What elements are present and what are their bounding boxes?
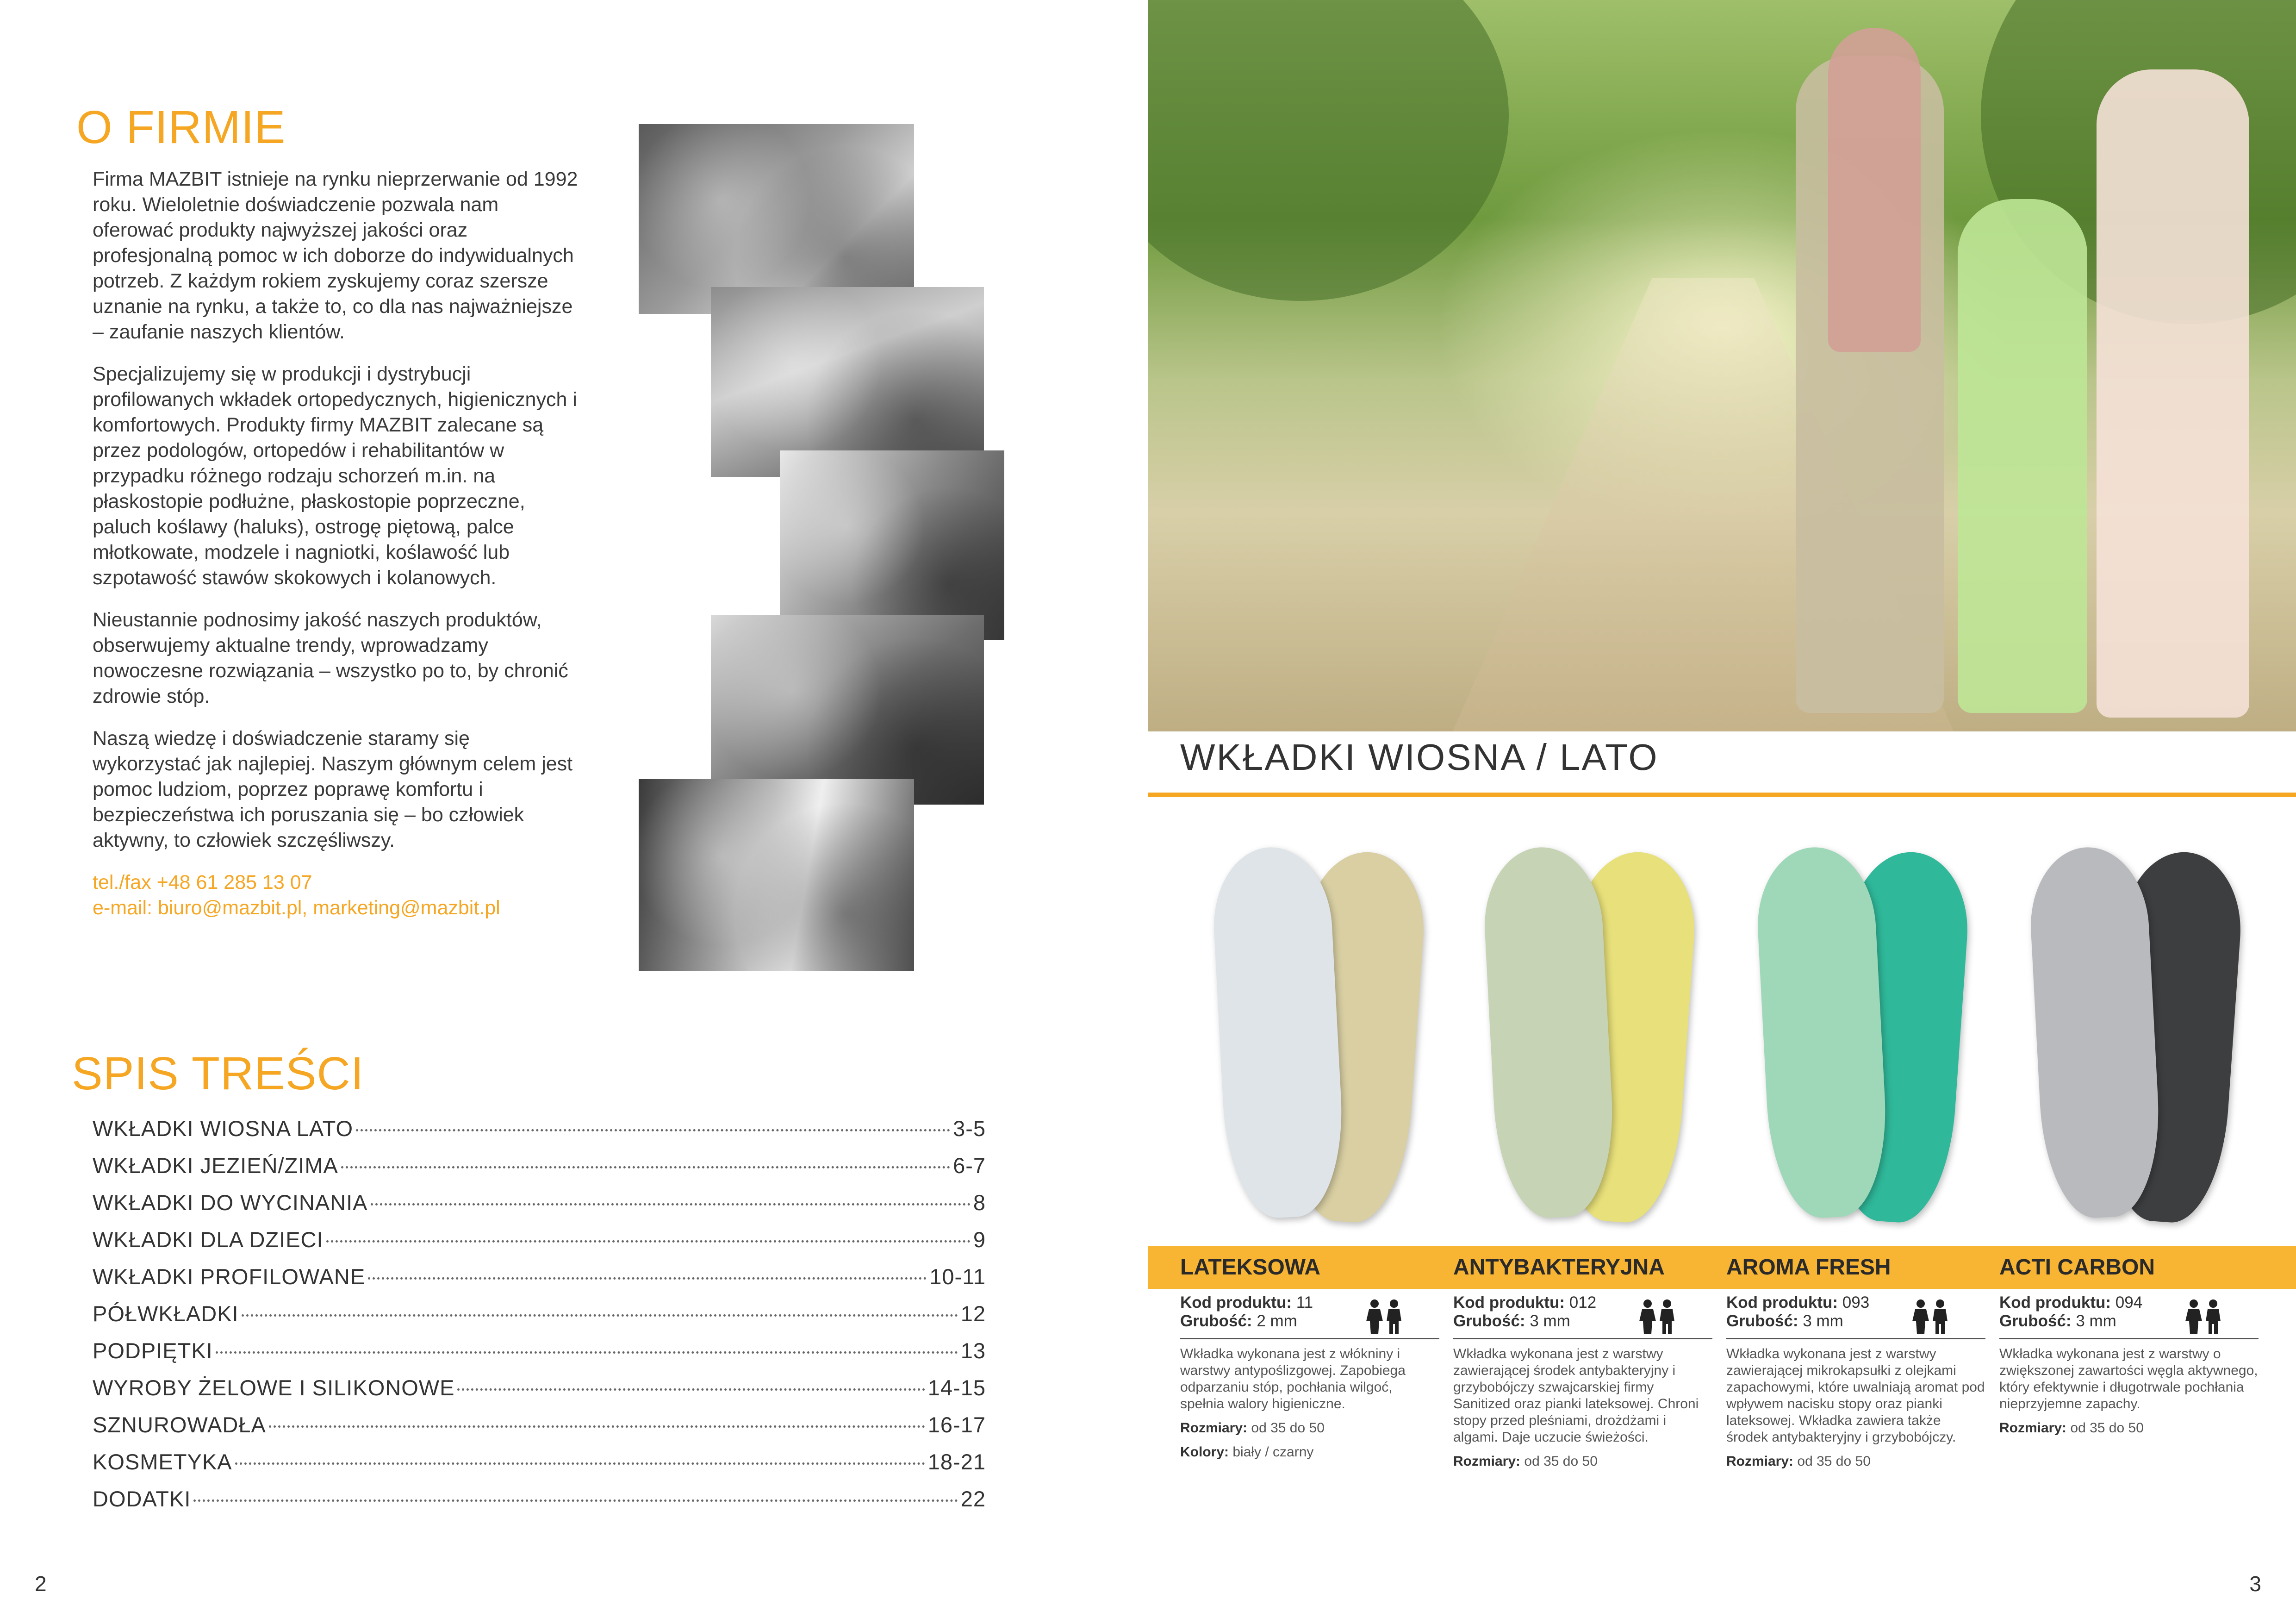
toc-item-page: 8 [973,1190,986,1215]
toc-item-label: WKŁADKI DLA DZIECI [93,1227,324,1252]
about-paragraph: Firma MAZBIT istnieje na rynku nieprzerwanie od 1992 roku. Wieloletnie doświadczenie pozwala nam oferować produkty najwyższej jakości oraz profesjonalną pomoc w ich doborze do indywidualnych potrzeb. Z każdym rokiem zyskujemy coraz szersze uznanie na rynku, a także to, co dla nas najważniejsze – zaufanie naszych klientów. [93,168,578,343]
sizes-label: Rozmiary: [1726,1454,1794,1469]
section-title: WKŁADKI WIOSNA / LATO [1180,737,1659,778]
toc-leader-dots [326,1240,971,1243]
product-sizes: od 35 do 50 [1797,1454,1871,1469]
insole-front [1210,844,1347,1220]
description-text: Wkładka wykonana jest z włókniny i warstwy antypoślizgowej. Zapobiega odparzaniu stóp, pochłania wilgoć, spełnia walory higieniczne. [1180,1346,1406,1412]
toc-item[interactable] [93,1116,986,1153]
product-card [1180,1246,1439,1468]
toc-item-label: WKŁADKI PROFILOWANE [93,1264,366,1289]
insole-pair [1754,847,1976,1231]
hero-family-photo [1148,0,2296,731]
product-spec [1726,1293,1985,1330]
toc-item-label: WYROBY ŻELOWE I SILIKONOWE [93,1375,455,1400]
about-paragraph: Specjalizujemy się w produkcji i dystrybucji profilowanych wkładek ortopedycznych, higienicznych i komfortowych. Produkty firmy MAZBIT zalecane są przez podologów, ortopedów i rehabilitantów w przypadku różnego rodzaju schorzeń m.in. na płaskostopie podłużne, płaskostopie poprzeczne, paluch koślawy (haluks), ostrogę piętową, palce młotkowate, modzele i nagniotki, koślawość lub szpotawość stawów skokowych i kolanowych. [93,363,577,589]
toc-leader-dots [269,1425,925,1428]
code-label: Kod produktu: [1999,1293,2111,1312]
family-icon [1361,1298,1407,1335]
toc-leader-dots [216,1351,958,1354]
code-label: Kod produktu: [1180,1293,1292,1312]
about-title: O FIRMIE [76,101,286,153]
toc-leader-dots [242,1314,958,1317]
thickness-label: Grubość: [1180,1312,1252,1330]
toc-leader-dots [356,1129,950,1131]
about-paragraph: Nieustannie podnosimy jakość naszych produktów, obserwujemy aktualne trendy, wprowadzamy nowoczesne rozwiązania – wszystko po to, by chronić zdrowie stóp. [93,609,568,707]
page-number-right: 3 [2249,1572,2261,1596]
thickness-label: Grubość: [1453,1312,1525,1330]
toc-item[interactable] [93,1338,986,1375]
toc-leader-dots [457,1388,925,1391]
toc-item[interactable] [93,1412,986,1449]
thickness-label: Grubość: [1726,1312,1798,1330]
product-thickness: 3 mm [1530,1312,1570,1330]
about-text [93,167,583,921]
toc-item[interactable] [93,1227,986,1264]
description-text: Wkładka wykonana jest z warstwy zawierającej środek antybakteryjny i grzybobójczy szwajcarskiej firmy Sanitized oraz pianki lateksowej. Chroni stopy przed pleśniami, drożdżami i algami. Daje uczucie świeżości. [1453,1346,1699,1445]
toc-item-page: 16-17 [927,1412,986,1437]
table-of-contents [93,1116,986,1523]
sizes-label: Rozmiary: [1180,1420,1248,1436]
toc-item-page: 9 [973,1227,986,1252]
toc-item-label: WKŁADKI DO WYCINANIA [93,1190,368,1215]
toc-item-page: 12 [960,1301,986,1326]
toc-leader-dots [341,1166,950,1168]
photo-computer-station [711,615,984,805]
product-description [1999,1346,2259,1437]
toc-item-page: 18-21 [927,1449,986,1474]
product-description [1180,1346,1439,1461]
product-name: ANTYBAKTERYJNA [1453,1255,1665,1280]
toc-title: SPIS TREŚCI [72,1048,364,1099]
photo-office-worker [780,450,1004,640]
sizes-line [1726,1453,1985,1470]
photo-conference-room [711,287,984,477]
insole-photos [1148,847,2296,1231]
toc-leader-dots [368,1277,927,1280]
colors-label: Kolory: [1180,1444,1229,1460]
code-label: Kod produktu: [1453,1293,1565,1312]
divider [1726,1338,1985,1339]
right-page [1148,0,2296,1624]
insole-front [1481,844,1618,1220]
product-card [1999,1246,2259,1444]
toc-item-label: PÓŁWKŁADKI [93,1301,239,1326]
thickness-label: Grubość: [1999,1312,2072,1330]
product-card [1726,1246,1985,1477]
toc-item-label: WKŁADKI JEZIEŃ/ZIMA [93,1153,338,1178]
toc-leader-dots [193,1499,958,1502]
figure-son [1958,199,2087,713]
product-thickness: 2 mm [1257,1312,1297,1330]
sizes-line [1453,1453,1712,1470]
toc-item-page: 13 [960,1338,986,1363]
toc-item-label: WKŁADKI WIOSNA LATO [93,1116,354,1141]
photo-collage [639,124,990,971]
figure-mother [2097,69,2249,718]
product-sizes: od 35 do 50 [1251,1420,1325,1436]
product-name: ACTI CARBON [1999,1255,2155,1280]
sizes-label: Rozmiary: [1999,1420,2067,1436]
toc-item-page: 22 [960,1487,986,1511]
code-label: Kod produktu: [1726,1293,1838,1312]
product-sizes: od 35 do 50 [2070,1420,2144,1436]
product-colors: biały / czarny [1232,1444,1314,1460]
figure-daughter [1828,28,1921,352]
toc-item[interactable] [93,1375,986,1412]
product-code: 094 [2115,1293,2143,1312]
product-spec [1999,1293,2259,1330]
divider [1180,1338,1439,1339]
description-text: Wkładka wykonana jest z warstwy zawierającej mikrokapsułki z olejkami zapachowymi, które uwalniają aromat pod wpływem nacisku stopy oraz pianki lateksowej. Wkładka zawiera także środek antybakteryjny i grzybobójczy. [1726,1346,1985,1445]
product-description [1726,1346,1985,1470]
product-code: 012 [1569,1293,1597,1312]
toc-item-label: KOSMETYKA [93,1449,232,1474]
product-code: 093 [1842,1293,1870,1312]
product-code: 11 [1296,1293,1313,1312]
description-text: Wkładka wykonana jest z warstwy o zwiększonej zawartości węgla aktywnego, który efektywnie i długotrwale pochłania nieprzyjemne zapachy. [1999,1346,2258,1412]
insole-pair [1481,847,1703,1231]
about-paragraph: Naszą wiedzę i doświadczenie staramy się wykorzystać jak najlepiej. Naszym głównym celem jest pomoc ludziom, poprzez poprawę komfortu i bezpieczeństwa ich poruszania się – bo człowiek aktywny, to człowiek szczęśliwszy. [93,727,573,851]
toc-item-page: 3-5 [953,1116,986,1141]
toc-item-page: 6-7 [953,1153,986,1178]
toc-item[interactable] [93,1449,986,1486]
product-sizes: od 35 do 50 [1524,1454,1598,1469]
photo-design-meeting [639,124,914,314]
toc-leader-dots [371,1203,971,1206]
tree-foliage [1148,0,1509,301]
toc-item[interactable] [93,1486,986,1523]
product-name: LATEKSOWA [1180,1255,1321,1280]
product-card [1453,1246,1712,1477]
toc-item[interactable] [93,1264,986,1301]
toc-item[interactable] [93,1153,986,1190]
product-thickness: 3 mm [2076,1312,2116,1330]
sizes-label: Rozmiary: [1453,1454,1521,1469]
divider [1999,1338,2259,1339]
product-description [1453,1346,1712,1470]
product-name: AROMA FRESH [1726,1255,1891,1280]
toc-item-page: 10-11 [929,1264,986,1289]
insole-pair [2027,847,2249,1231]
insole-front [2027,844,2164,1220]
product-spec [1180,1293,1439,1330]
contact-phone: tel./fax +48 61 285 13 07 [93,871,312,893]
colors-line [1180,1444,1439,1461]
contact-email[interactable]: e-mail: biuro@mazbit.pl, marketing@mazbit.pl [93,897,500,919]
sizes-line [1999,1420,2259,1437]
insole-pair [1210,847,1432,1231]
toc-item-label: DODATKI [93,1487,191,1511]
product-spec [1453,1293,1712,1330]
toc-item-label: SZNUROWADŁA [93,1412,266,1437]
toc-item[interactable] [93,1301,986,1338]
sizes-line [1180,1420,1439,1437]
family-icon [2180,1298,2226,1335]
toc-item-page: 14-15 [927,1375,986,1400]
divider [1453,1338,1712,1339]
insole-front [1754,844,1891,1220]
toc-item-label: PODPIĘTKI [93,1338,213,1363]
photo-production-machine [639,779,914,971]
family-icon [1634,1298,1680,1335]
toc-leader-dots [235,1462,925,1465]
family-icon [1907,1298,1953,1335]
toc-item[interactable] [93,1190,986,1227]
page-number-left: 2 [35,1572,47,1596]
accent-line [1148,793,2296,797]
product-thickness: 3 mm [1803,1312,1843,1330]
